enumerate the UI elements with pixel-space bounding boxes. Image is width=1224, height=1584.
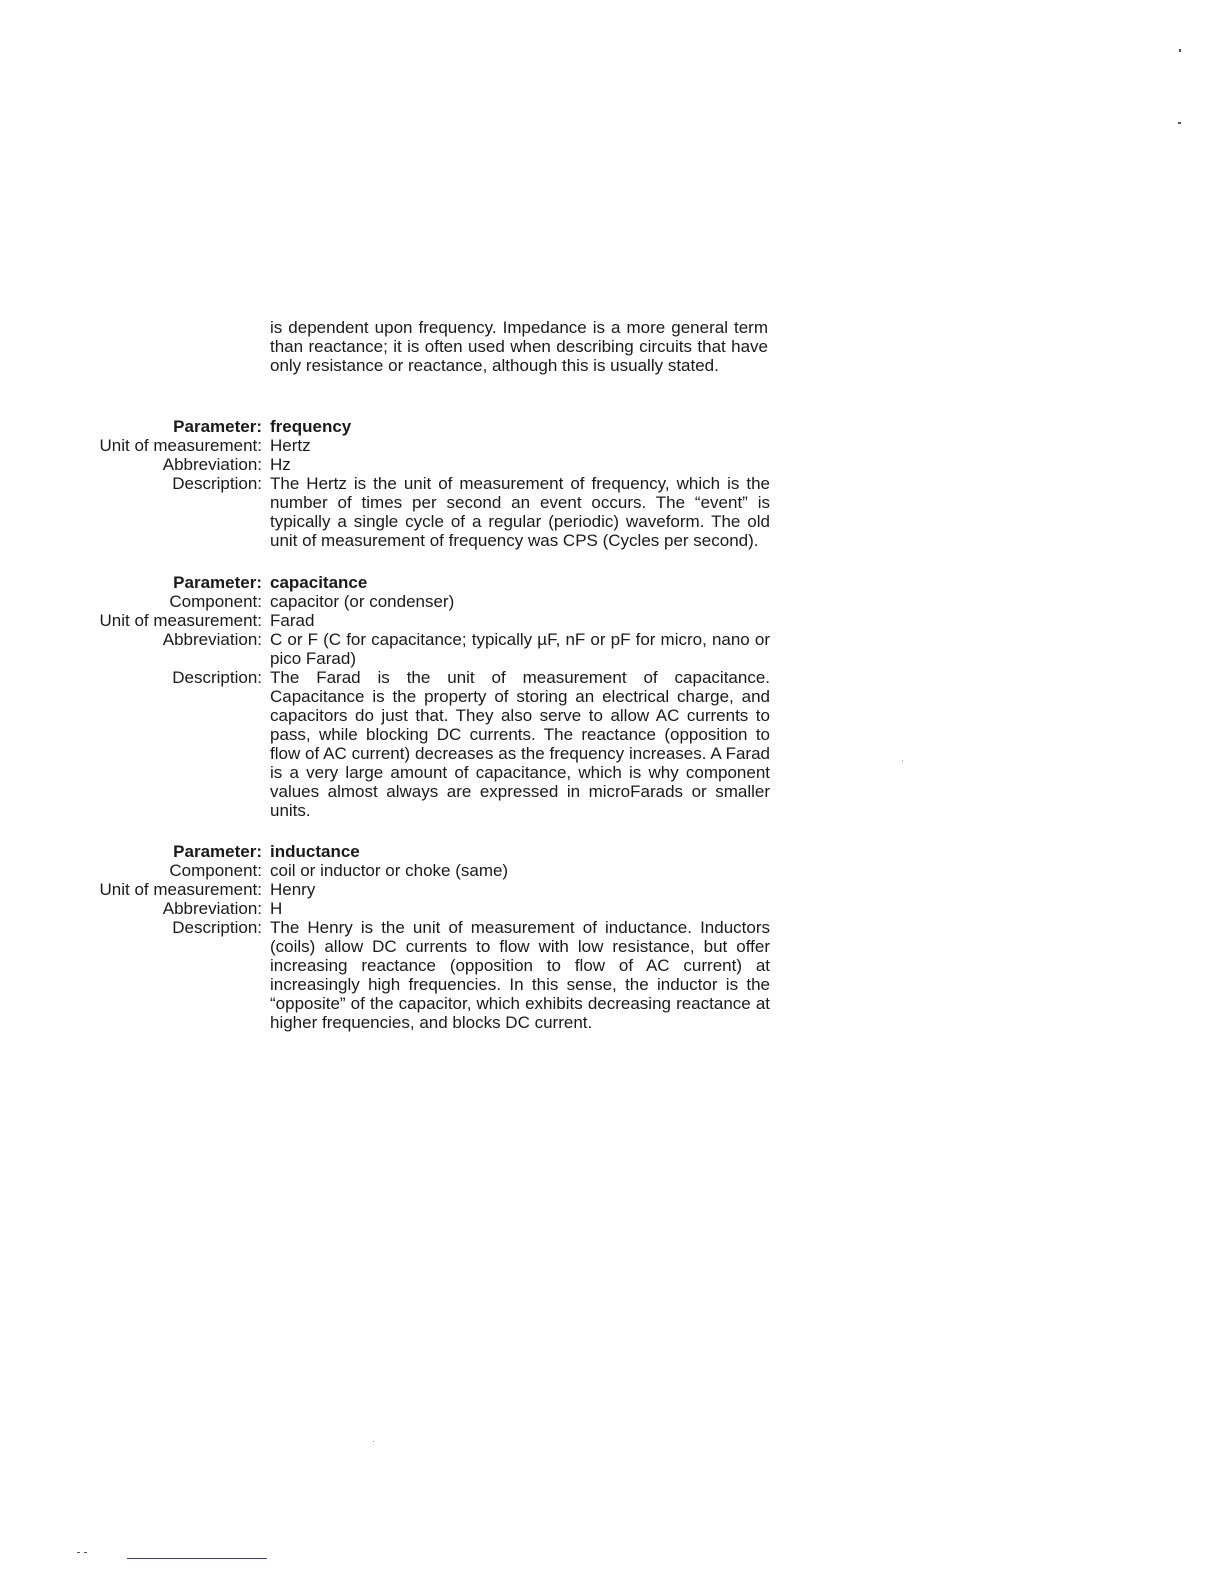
description-label: Description: [172, 668, 262, 687]
parameter-value: inductance [270, 842, 360, 861]
parameter-value: capacitance [270, 573, 368, 592]
abbreviation-row [0, 630, 1224, 668]
scan-speck [1178, 122, 1181, 124]
footer-rule [127, 1558, 267, 1559]
parameter-entry-capacitance [0, 573, 1224, 820]
parameter-label: Parameter: [173, 842, 262, 861]
abbreviation-row [0, 899, 1224, 918]
description-row [0, 668, 1224, 820]
parameter-row [0, 842, 1224, 861]
unit-label: Unit of measurement: [99, 880, 262, 899]
description-value: The Farad is the unit of measurement of capacitance. Capacitance is the property of storing an electrical charge, and capacitors do just that. They also serve to allow AC currents to pass, while blocking DC currents. The reactance (opposition to flow of AC current) decreases as the frequency increases. A Farad is a very large amount of capacitance, which is why component values almost always are expressed in microFarads or smaller units. [270, 668, 770, 820]
abbreviation-value: C or F (C for capacitance; typically µF, nF or pF for micro, nano or pico Farad) [270, 630, 770, 668]
description-row [0, 474, 1224, 550]
component-row [0, 592, 1224, 611]
description-label: Description: [172, 474, 262, 493]
unit-label: Unit of measurement: [99, 436, 262, 455]
unit-row [0, 436, 1224, 455]
intro-paragraph: is dependent upon frequency. Impedance is a more general term than reactance; it is often used when describing circuits that have only resistance or reactance, although this is usually stated. [270, 318, 768, 375]
unit-value: Farad [270, 611, 315, 630]
unit-row [0, 611, 1224, 630]
unit-value: Hertz [270, 436, 311, 455]
parameter-label: Parameter: [173, 417, 262, 436]
parameter-label: Parameter: [173, 573, 262, 592]
abbreviation-label: Abbreviation: [162, 899, 262, 918]
component-row [0, 861, 1224, 880]
parameter-entry-inductance [0, 842, 1224, 1032]
scan-speck [84, 1552, 87, 1553]
component-value: coil or inductor or choke (same) [270, 861, 509, 880]
abbreviation-value: Hz [270, 455, 291, 474]
abbreviation-label: Abbreviation: [162, 630, 262, 649]
abbreviation-label: Abbreviation: [162, 455, 262, 474]
abbreviation-value: H [270, 899, 283, 918]
scan-speck [77, 1552, 80, 1553]
parameter-entry-frequency [0, 417, 1224, 550]
parameter-row [0, 573, 1224, 592]
unit-label: Unit of measurement: [99, 611, 262, 630]
description-label: Description: [172, 918, 262, 937]
unit-value: Henry [270, 880, 316, 899]
parameter-value: frequency [270, 417, 352, 436]
component-label: Component: [169, 592, 262, 611]
component-label: Component: [169, 861, 262, 880]
description-value: The Henry is the unit of measurement of inductance. Inductors (coils) allow DC currents to flow with low resistance, but offer increasing reactance (opposition to flow of AC current) at increasingly high frequencies. In this sense, the inductor is the “opposite” of the capacitor, which exhibits decreasing reactance at higher frequencies, and blocks DC current. [270, 918, 770, 1032]
unit-row [0, 880, 1224, 899]
description-value: The Hertz is the unit of measurement of frequency, which is the number of times per second an event occurs. The “event” is typically a single cycle of a regular (periodic) waveform. The old unit of measurement of frequency was CPS (Cycles per second). [270, 474, 770, 550]
component-value: capacitor (or condenser) [270, 592, 455, 611]
scan-speck [373, 1441, 374, 1442]
scan-speck [1179, 49, 1181, 52]
description-row [0, 918, 1224, 1032]
abbreviation-row [0, 455, 1224, 474]
parameter-row [0, 417, 1224, 436]
